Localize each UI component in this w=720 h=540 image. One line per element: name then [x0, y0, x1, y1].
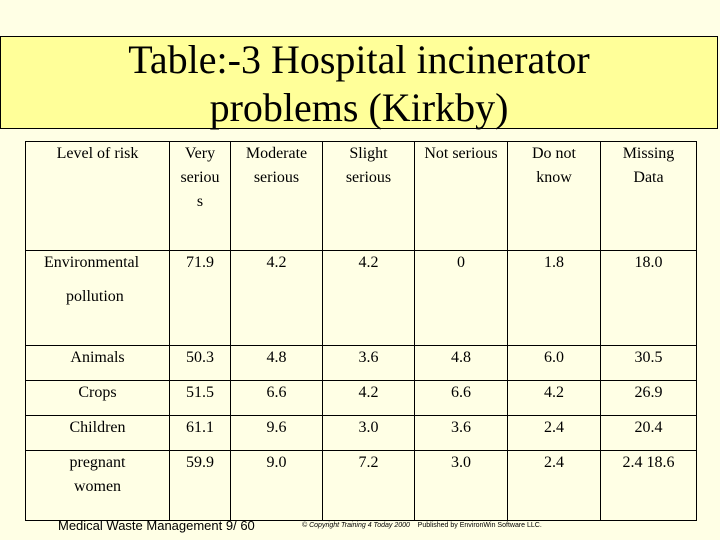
header-text: know	[536, 169, 572, 186]
table-row	[26, 381, 697, 416]
row-label-environmental-pollution	[26, 251, 170, 346]
header-level-of-risk: Level of risk	[26, 142, 170, 251]
table-cell: 9.6	[231, 416, 323, 451]
table-cell: 4.8	[415, 346, 508, 381]
table-cell: 59.9	[170, 451, 231, 521]
table-row	[26, 251, 697, 346]
table-cell: 51.5	[170, 381, 231, 416]
table-cell: 4.2	[323, 381, 415, 416]
table-cell: 6.0	[508, 346, 601, 381]
table-cell: 2.4 18.6	[601, 451, 697, 521]
slide-title-line-2: problems (Kirkby)	[209, 85, 509, 130]
table-cell: 4.2	[508, 381, 601, 416]
row-label-children: Children	[26, 416, 170, 451]
table-cell: 50.3	[170, 346, 231, 381]
table-cell: 3.0	[323, 416, 415, 451]
header-text: serious	[253, 169, 300, 186]
table-cell: 3.6	[415, 416, 508, 451]
header-text: s	[196, 193, 204, 210]
table-cell: 2.4	[508, 416, 601, 451]
table-cell: 9.0	[231, 451, 323, 521]
table-cell: 6.6	[415, 381, 508, 416]
header-text: serious	[345, 169, 392, 186]
table-cell: 4.8	[231, 346, 323, 381]
header-do-not-know	[508, 142, 601, 251]
table-cell: 0	[415, 251, 508, 346]
header-text: Very	[184, 145, 216, 162]
header-text: seriou	[180, 169, 220, 186]
slide-title-line-1: Table:-3 Hospital incinerator	[128, 37, 590, 82]
header-text: Slight	[349, 145, 388, 162]
row-label-text: pregnant women	[69, 454, 126, 495]
row-label-pregnant-women	[26, 451, 170, 521]
table-cell: 18.0	[601, 251, 697, 346]
header-text: Data	[633, 169, 664, 186]
table-cell: 61.1	[170, 416, 231, 451]
header-missing-data	[601, 142, 697, 251]
footer-publisher: Published by EnvironWin Software LLC.	[417, 522, 542, 529]
table-cell: 71.9	[170, 251, 231, 346]
row-label-text: Environmental	[44, 254, 140, 271]
table-row	[26, 451, 697, 521]
header-text: Missing	[622, 145, 675, 162]
header-moderate-serious	[231, 142, 323, 251]
table-cell: 4.2	[231, 251, 323, 346]
table-cell: 30.5	[601, 346, 697, 381]
header-text: Moderate	[245, 145, 308, 162]
table-cell: 7.2	[323, 451, 415, 521]
row-label-crops: Crops	[26, 381, 170, 416]
footer-copyright	[302, 521, 542, 530]
table-row	[26, 416, 697, 451]
table-cell: 1.8	[508, 251, 601, 346]
row-label-animals: Animals	[26, 346, 170, 381]
footer-copyright-notice: © Copyright Training 4 Today 2000	[302, 522, 410, 529]
header-text: Not serious	[424, 145, 498, 162]
table-cell: 26.9	[601, 381, 697, 416]
table-cell: 20.4	[601, 416, 697, 451]
table-cell: 3.6	[323, 346, 415, 381]
table-cell: 4.2	[323, 251, 415, 346]
header-text: Do not	[532, 145, 576, 162]
title-banner	[0, 36, 718, 129]
header-very-serious	[170, 142, 231, 251]
header-not-serious	[415, 142, 508, 251]
footer-course-title: Medical Waste Management 9/ 60	[58, 518, 255, 533]
table-cell: 3.0	[415, 451, 508, 521]
header-row	[26, 142, 697, 251]
table-cell: 2.4	[508, 451, 601, 521]
table-cell: 6.6	[231, 381, 323, 416]
risk-table	[25, 141, 697, 521]
header-slight-serious	[323, 142, 415, 251]
table-row	[26, 346, 697, 381]
row-label-text: pollution	[66, 288, 124, 305]
